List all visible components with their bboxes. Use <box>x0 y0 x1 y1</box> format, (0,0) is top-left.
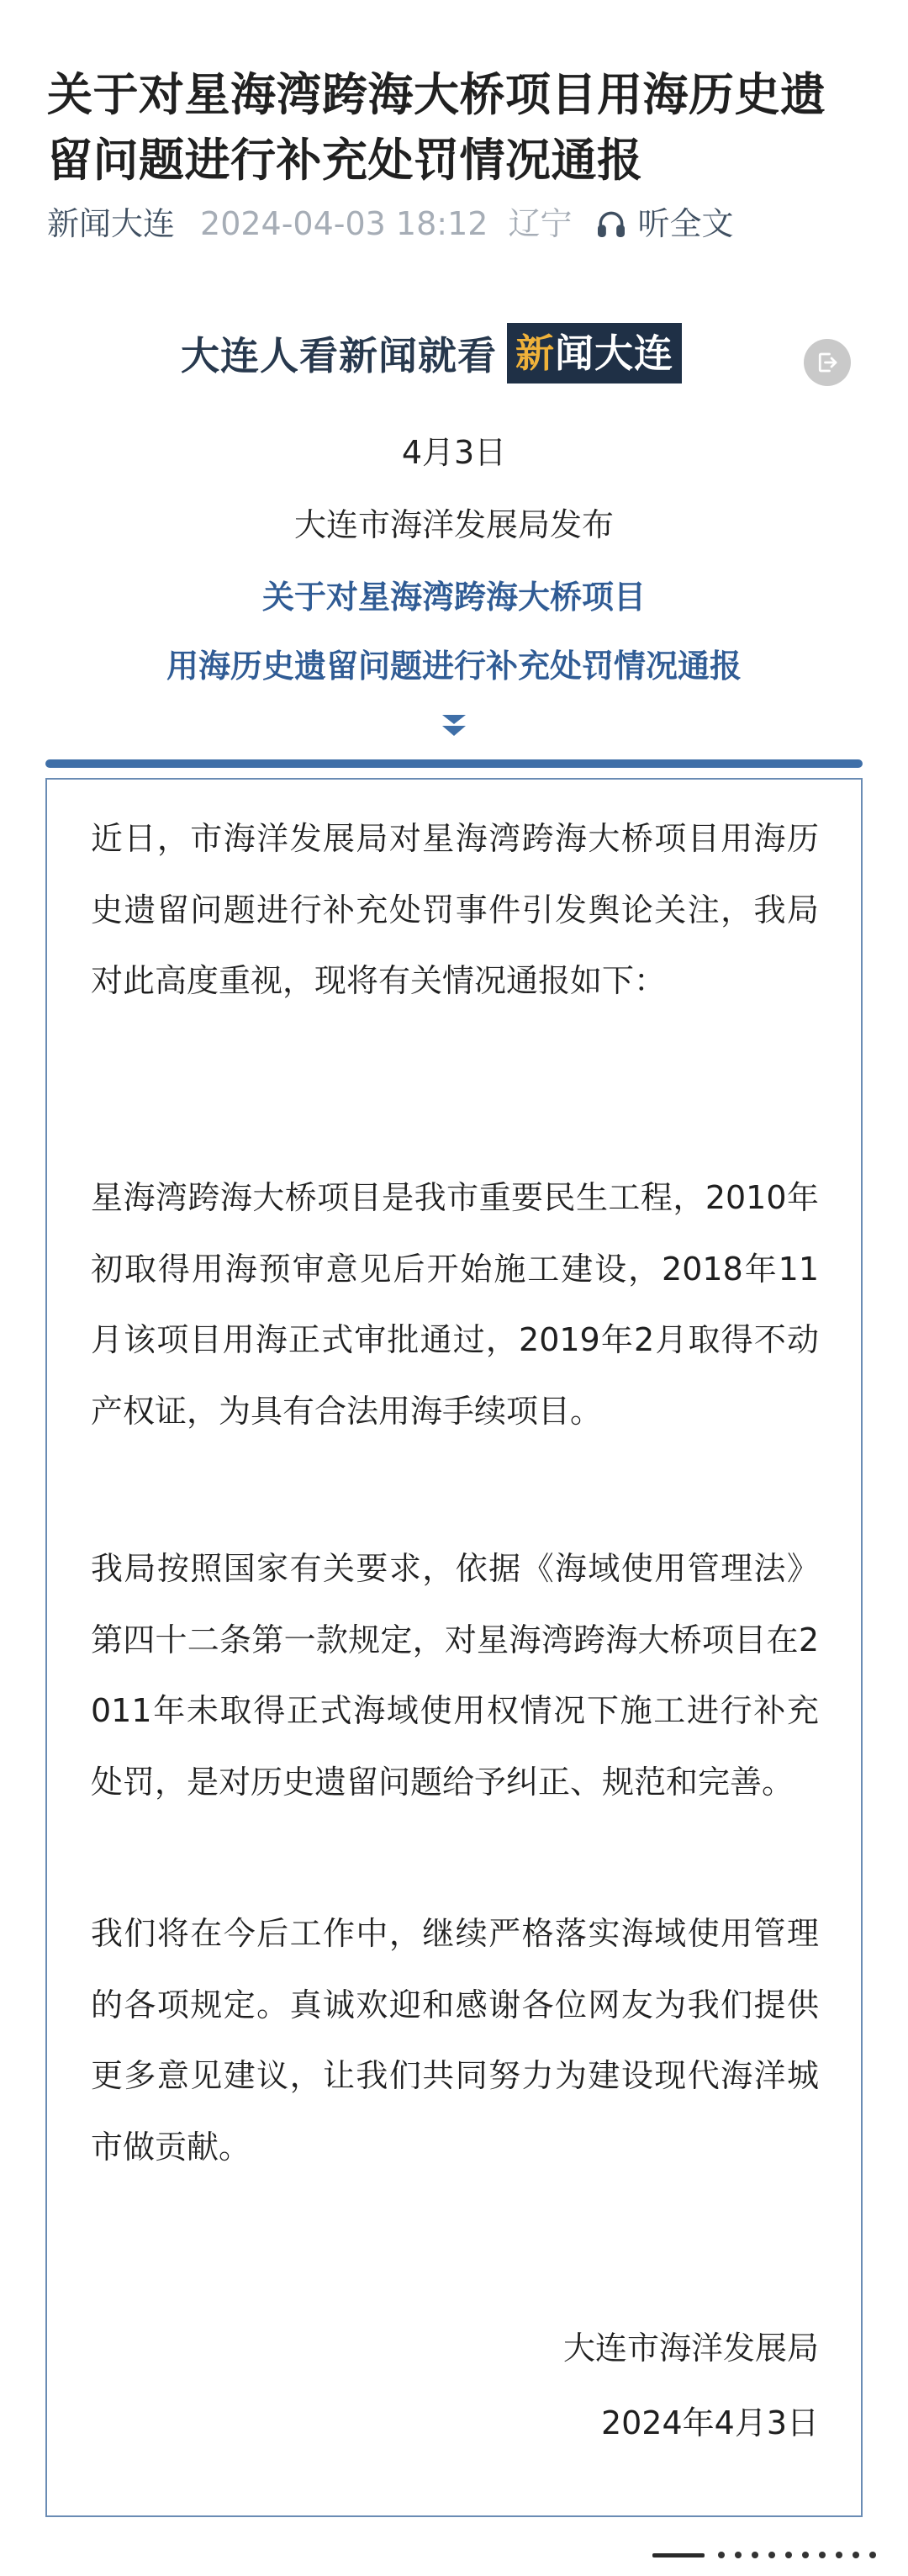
notice-paragraph: 近日，市海洋发展局对星海湾跨海大桥项目用海历史遗留问题进行补充处罚事件引发舆论关注，我局对此高度重视，现将有关情况通报如下： <box>91 820 819 999</box>
logo-accent-char: 新 <box>515 331 555 376</box>
publish-time: 2024-04-03 18:12 <box>200 205 488 242</box>
source-name[interactable]: 新闻大连 <box>47 205 176 242</box>
notice-title-line-2: 用海历史遗留问题进行补充处罚情况通报 <box>166 648 742 685</box>
signoff-organization: 大连市海洋发展局 <box>562 2330 819 2367</box>
footer-line <box>652 2553 705 2557</box>
section-divider <box>45 759 863 768</box>
notice-title-line-1: 关于对星海湾跨海大桥项目 <box>261 579 646 616</box>
notice-publisher: 大连市海洋发展局发布 <box>293 506 614 543</box>
listen-button[interactable] <box>595 198 733 249</box>
banner-slogan: 大连人看新闻就看 <box>181 333 497 378</box>
listen-label: 听全文 <box>637 205 734 242</box>
article-title: 关于对星海湾跨海大桥项目用海历史遗留问题进行补充处罚情况通报 <box>47 68 826 188</box>
notice-body-box <box>45 778 863 2517</box>
brand-banner <box>181 323 682 383</box>
notice-paragraph: 我局按照国家有关要求，依据《海域使用管理法》第四十二条第一款规定，对星海湾跨海大桥项目在2011年未取得正式海域使用权情况下施工进行补充处罚，是对历史遗留问题给予纠正、规范和完善。 <box>91 1550 819 1801</box>
notice-paragraph: 星海湾跨海大桥项目是我市重要民生工程，2010年初取得用海预审意见后开始施工建设，2018年11月该项目用海正式审批通过，2019年2月取得不动产权证，为具有合法用海手续项目。 <box>91 1179 819 1430</box>
footer-ornament <box>652 2540 888 2570</box>
notice-date: 4月3日 <box>401 434 507 471</box>
exit-icon <box>815 350 840 375</box>
signoff-date: 2024年4月3日 <box>600 2404 819 2441</box>
notice-paragraph: 我们将在今后工作中，继续严格落实海域使用管理的各项规定。真诚欢迎和感谢各位网友为我们提供更多意见建议，让我们共同努力为建设现代海洋城市做贡献。 <box>91 1915 819 2166</box>
article-meta <box>47 198 733 249</box>
logo-text: 闻大连 <box>555 331 673 376</box>
footer-dots <box>718 2552 876 2558</box>
location-label: 辽宁 <box>508 205 573 242</box>
chevron-down-icon <box>440 713 468 738</box>
brand-logo <box>507 323 682 383</box>
floating-action-button[interactable] <box>804 339 851 386</box>
headphones-icon <box>595 208 627 240</box>
